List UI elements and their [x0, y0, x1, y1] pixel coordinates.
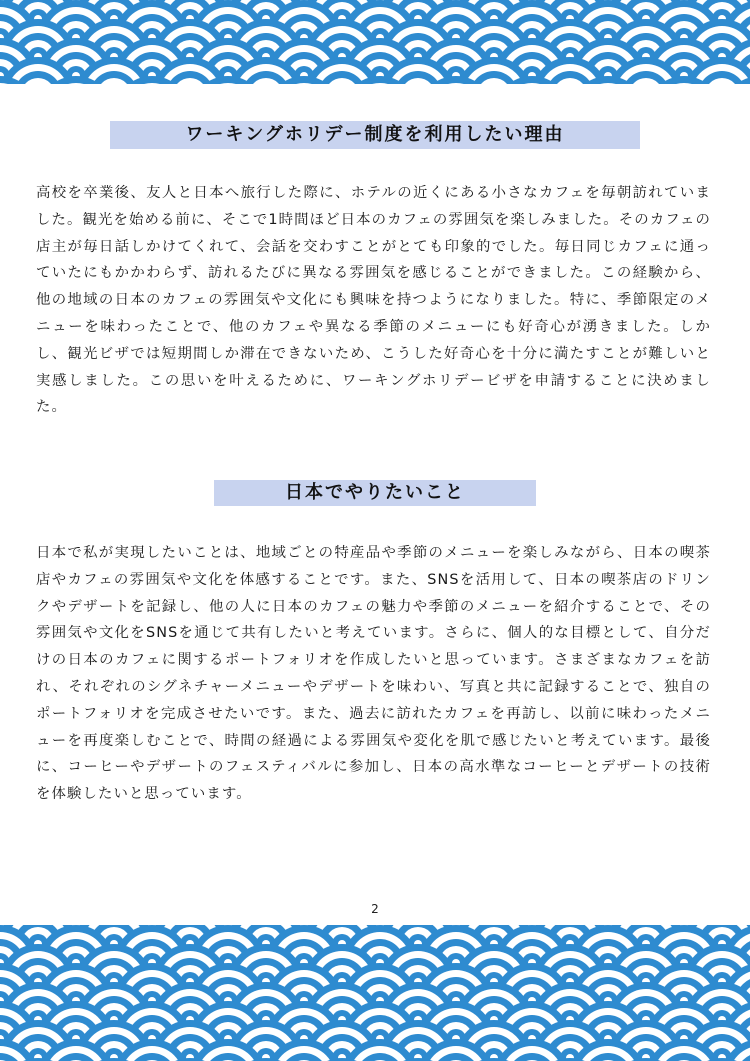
wave-pattern-graphic — [0, 925, 750, 1061]
page-number: 2 — [371, 902, 379, 916]
section-body-things-to-do-in-japan: 日本で私が実現したいことは、地域ごとの特産品や季節のメニューを楽しみながら、日本の喫茶店やカフェの雰囲気や文化を体感することです。また、SNSを活用して、日本の喫茶店のドリンクやデザートを記録し、他の人に日本のカフェの魅力や季節のメニューを紹介することで、その雰囲気や文化をSNSを通じて共有したいと考えています。さらに、個人的な目標として、自分だけの日本のカフェに関するポートフォリオを作成したいと思っています。さまざまなカフェを訪れ、それぞれのシグネチャーメニューやデザートを味わい、写真と共に記録することで、独自のポートフォリオを完成させたいです。また、過去に訪れたカフェを再訪し、以前に味わったメニューを再度楽しむことで、時間の経過による雰囲気や変化を肌で感じたいと考えています。最後に、コーヒーやデザートのフェスティバルに参加し、日本の高水準なコーヒーとデザートの技術を体験したいと思っています。 — [36, 545, 711, 803]
seigaiha-wave-top-border — [0, 0, 750, 84]
section-body-working-holiday-reason: 高校を卒業後、友人と日本へ旅行した際に、ホテルの近くにある小さなカフェを毎朝訪れていました。観光を始める前に、そこで1時間ほど日本のカフェの雰囲気を楽しみました。そのカフェの店主が毎日話しかけてくれて、会話を交わすことがとても印象的でした。毎日同じカフェに通っていたにもかかわらず、訪れるたびに異なる雰囲気を感じることができました。この経験から、他の地域の日本のカフェの雰囲気や文化にも興味を持つようになりました。特に、季節限定のメニューを味わったことで、他のカフェや異なる季節のメニューにも好奇心が湧きました。しかし、観光ビザでは短期間しか滞在できないため、こうした好奇心を十分に満たすことが難しいと実感しました。この思いを叶えるために、ワーキングホリデービザを申請することに決めました。 — [36, 185, 711, 416]
seigaiha-wave-bottom-border — [0, 925, 750, 1061]
wave-pattern-graphic — [0, 0, 750, 84]
section-heading-things-to-do-in-japan: 日本でやりたいこと — [214, 480, 536, 506]
section-heading-working-holiday-reason: ワーキングホリデー制度を利用したい理由 — [110, 121, 640, 149]
